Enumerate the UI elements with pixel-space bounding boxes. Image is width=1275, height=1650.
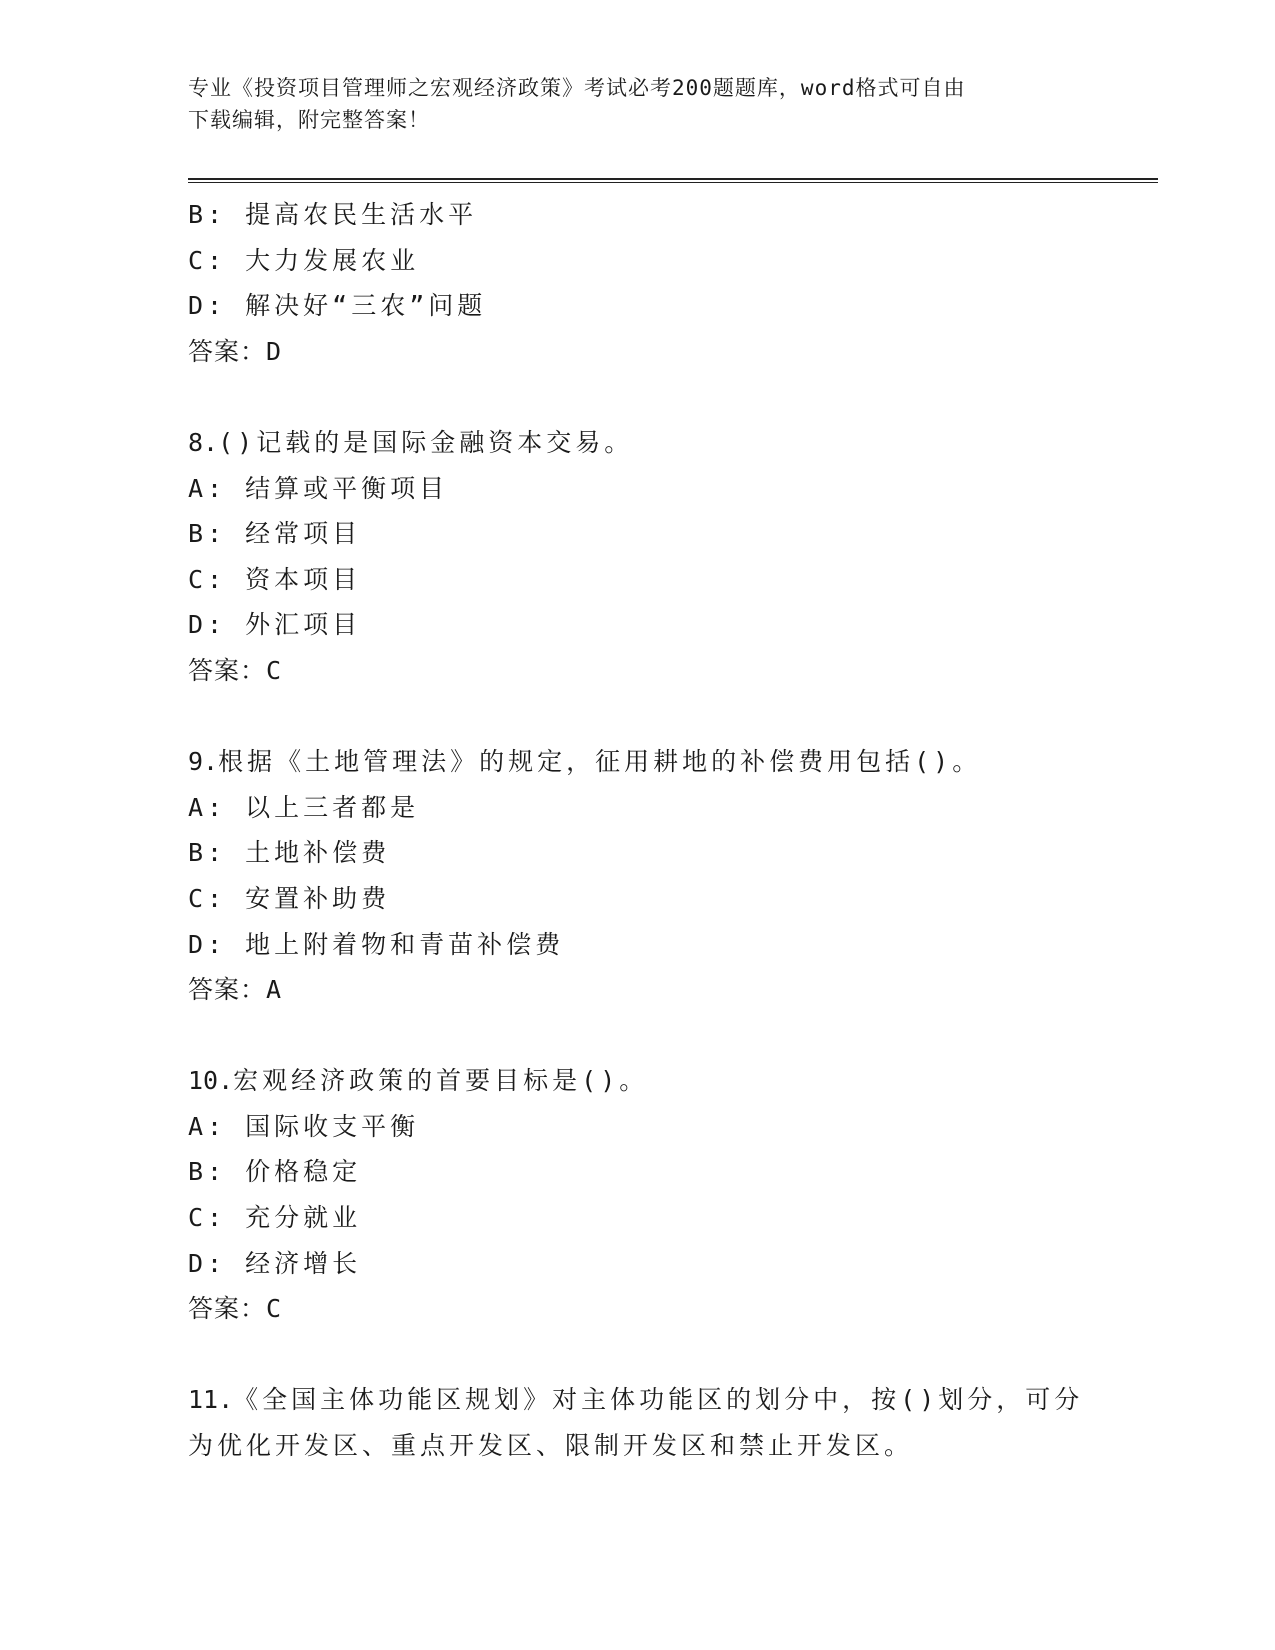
- question-block-8: [188, 420, 1088, 694]
- question-text: ()记载的是国际金融资本交易。: [218, 427, 634, 457]
- question-stem: [188, 1058, 1088, 1104]
- option-c: C: 资本项目: [188, 564, 362, 594]
- option-b: B: 价格稳定: [188, 1157, 362, 1187]
- question-number: 8.: [188, 427, 219, 457]
- answer: 答案：C: [188, 1294, 283, 1324]
- question-text: 根据《土地管理法》的规定，征用耕地的补偿费用包括()。: [218, 747, 982, 777]
- option-b: B: 土地补偿费: [188, 838, 391, 868]
- question-block-10: [188, 1058, 1088, 1332]
- question-block-9: [188, 739, 1088, 1013]
- spacer: [188, 694, 1088, 740]
- option-b: B: 经常项目: [188, 519, 362, 549]
- header-line-1: 专业《投资项目管理师之宏观经济政策》考试必考200题题库，word格式可自由: [188, 76, 966, 100]
- option-b: B: 提高农民生活水平: [188, 200, 478, 229]
- question-stem: [188, 1377, 1088, 1423]
- question-block-7: [188, 192, 1088, 374]
- header-line-2: 下载编辑，附完整答案！: [188, 108, 430, 132]
- question-stem: [188, 420, 1088, 466]
- spacer: [188, 1332, 1088, 1378]
- option-c: C: 大力发展农业: [188, 245, 420, 275]
- option-c: C: 安置补助费: [188, 883, 391, 913]
- option-a: A: 以上三者都是: [188, 792, 420, 822]
- option-a: A: 结算或平衡项目: [188, 473, 449, 503]
- question-block-11: [188, 1377, 1088, 1468]
- spacer: [188, 374, 1088, 420]
- document-body: [188, 192, 1088, 1469]
- answer: 答案：D: [188, 336, 283, 366]
- question-text-continued: 为优化开发区、重点开发区、限制开发区和禁止开发区。: [188, 1431, 914, 1461]
- question-text: 《全国主体功能区规划》对主体功能区的划分中，按()划分，可分: [233, 1385, 1084, 1415]
- option-c: C: 充分就业: [188, 1203, 362, 1233]
- answer: 答案：A: [188, 975, 283, 1005]
- document-header: [188, 72, 1088, 136]
- question-number: 9.: [188, 747, 219, 777]
- header-divider: [188, 178, 1158, 183]
- option-a: A: 国际收支平衡: [188, 1111, 420, 1141]
- option-d: D: 解决好“三农”问题: [188, 291, 487, 321]
- spacer: [188, 1013, 1088, 1059]
- question-number: 10.: [188, 1066, 234, 1096]
- question-stem: [188, 739, 1088, 785]
- option-d: D: 经济增长: [188, 1248, 362, 1278]
- option-d: D: 外汇项目: [188, 610, 362, 640]
- question-text: 宏观经济政策的首要目标是()。: [233, 1066, 649, 1096]
- option-d: D: 地上附着物和青苗补偿费: [188, 929, 565, 959]
- answer: 答案：C: [188, 655, 283, 685]
- question-number: 11.: [188, 1385, 234, 1415]
